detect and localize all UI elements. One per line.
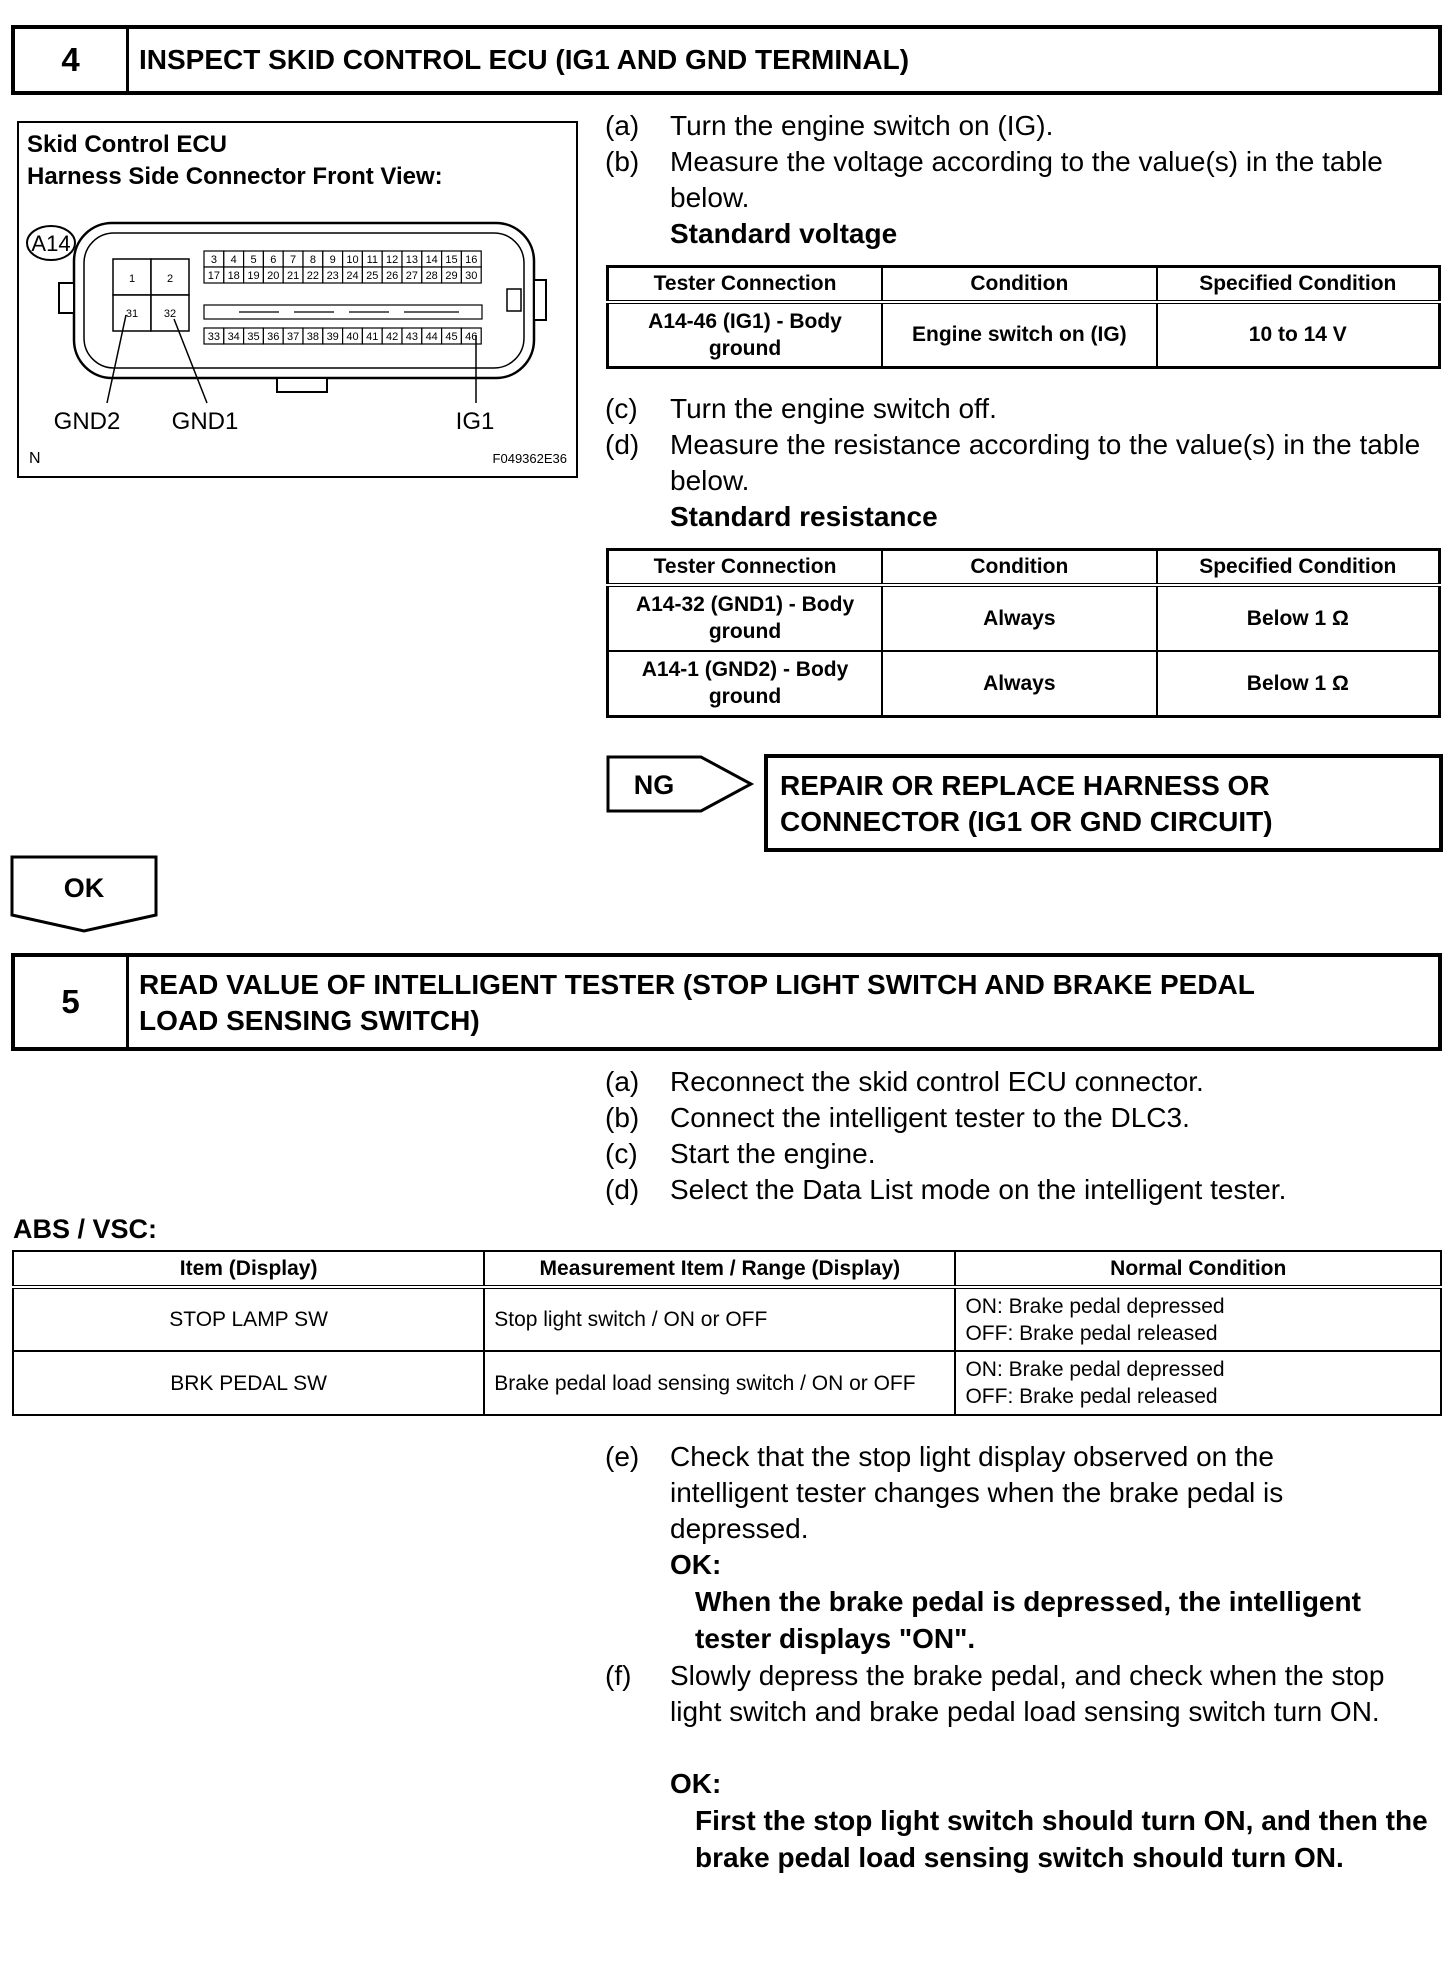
figure-corner-n: N [29,450,41,467]
table-row [13,1287,1441,1351]
table-cell: Brake pedal load sensing switch / ON or OFF [484,1351,955,1415]
step-text: Turn the engine switch on (IG). [670,110,1054,141]
step-letter: (a) [605,1066,640,1097]
normal-on: ON: Brake pedal depressed [965,1294,1225,1318]
table-cell: Always [882,585,1157,651]
step4-number: 4 [15,29,129,91]
pin-6: 6 [270,254,277,266]
normal-off: OFF: Brake pedal released [965,1321,1218,1345]
table-cell: Below 1 Ω [1157,585,1440,651]
figure-code: F049362E36 [492,451,567,466]
pin-19: 19 [247,270,260,282]
step5-e [605,1439,1445,1559]
table-cell [955,1351,1441,1415]
pin-33: 33 [207,331,221,343]
table-cell: A14-32 (GND1) - Body ground [608,585,883,651]
pin-15: 15 [445,254,458,266]
pin-11: 11 [366,254,379,266]
pin-27: 27 [405,270,419,282]
pin-30: 30 [465,270,478,282]
figure-subtitle: Harness Side Connector Front View: [27,163,443,190]
col-header: Item (Display) [13,1251,484,1287]
table-cell: Engine switch on (IG) [882,302,1157,368]
label-ig1: IG1 [455,408,495,435]
ng-arrow [606,755,756,815]
table-cell: STOP LAMP SW [13,1287,484,1351]
pin-31: 31 [125,308,139,320]
connector-drawing [19,123,576,476]
pin-39: 39 [326,331,339,343]
resistance-heading: Standard resistance [670,501,938,532]
pin-28: 28 [425,270,438,282]
table-cell: Below 1 Ω [1157,651,1440,717]
table-row [608,585,1440,651]
figure-title: Skid Control ECU [27,131,228,158]
pin-5: 5 [250,254,257,266]
pin-2: 2 [166,273,174,285]
label-gnd1: GND1 [171,408,239,435]
pin-32: 32 [163,308,177,320]
step5-title-line2: LOAD SENSING SWITCH) [139,1005,480,1036]
step4-title: INSPECT SKID CONTROL ECU (IG1 AND GND TERMINAL) [139,44,910,75]
step4-d [605,427,1445,499]
pin-10: 10 [346,254,359,266]
pin-17: 17 [207,270,221,282]
step5-f-ok: OK: [670,1768,722,1799]
step-text: Slowly depress the brake pedal, and check when the stop light switch and brake pedal load sensing switch turn ON. [670,1660,1385,1727]
table-row [608,651,1440,717]
step4-b [605,144,1445,216]
pin-44: 44 [425,331,438,343]
label-gnd2: GND2 [53,408,121,435]
col-header: Specified Condition [1157,550,1440,585]
step-text: Check that the stop light display observed on the intelligent tester changes when the brake pedal is depressed. [670,1441,1284,1544]
step-text: Select the Data List mode on the intelligent tester. [670,1174,1287,1205]
table-cell: Stop light switch / ON or OFF [484,1287,955,1351]
step-text: Measure the voltage according to the value(s) in the table below. [670,146,1383,213]
abs-vsc-heading: ABS / VSC: [13,1214,158,1244]
table-cell: A14-46 (IG1) - Body ground [608,302,883,368]
col-header: Condition [882,267,1157,302]
connector-figure [17,121,578,478]
col-header: Tester Connection [608,267,883,302]
step5-f [605,1658,1445,1768]
normal-off: OFF: Brake pedal released [965,1385,1218,1408]
step-letter: (e) [605,1441,640,1472]
table-cell: BRK PEDAL SW [13,1351,484,1415]
step5-e-ok: OK: [670,1549,722,1580]
pin-12: 12 [385,254,399,266]
col-header: Normal Condition [955,1251,1441,1287]
ng-action-box [764,754,1443,852]
connector-id-label: A14 [31,231,71,256]
pin-23: 23 [326,270,339,282]
pin-37: 37 [286,331,300,343]
ok-label: OK [63,873,105,903]
step5-number: 5 [15,957,129,1047]
ng-action-line1: REPAIR OR REPLACE HARNESS OR [780,770,1270,801]
col-header: Measurement Item / Range (Display) [484,1251,955,1287]
step4-header [11,25,1442,95]
pin-9: 9 [329,254,336,266]
step-letter: (b) [605,146,640,177]
pin-45: 45 [445,331,458,343]
pin-7: 7 [290,254,297,266]
step-text: Reconnect the skid control ECU connector. [670,1066,1204,1097]
pin-26: 26 [385,270,399,282]
pin-29: 29 [445,270,458,282]
voltage-table [606,265,1441,369]
pin-21: 21 [286,270,300,282]
table-cell: A14-1 (GND2) - Body ground [608,651,883,717]
voltage-heading: Standard voltage [670,218,898,249]
step-text: Turn the engine switch off. [670,393,997,424]
pin-8: 8 [309,254,316,266]
pin-36: 36 [267,331,280,343]
step5-title-line1: READ VALUE OF INTELLIGENT TESTER (STOP LIGHT SWITCH AND BRAKE PEDAL [139,969,1255,1000]
table-cell [955,1287,1441,1351]
step-text: Connect the intelligent tester to the DLC3. [670,1102,1190,1133]
step5-header [11,953,1442,1051]
pin-3: 3 [210,254,217,266]
step-text: Measure the resistance according to the value(s) in the table below. [670,429,1421,496]
normal-on: ON: Brake pedal depressed [965,1358,1225,1381]
ng-label: NG [633,770,675,800]
col-header: Tester Connection [608,550,883,585]
pin-18: 18 [227,270,240,282]
pin-42: 42 [385,331,399,343]
pin-22: 22 [306,270,320,282]
pin-1: 1 [128,273,136,285]
col-header: Specified Condition [1157,267,1440,302]
resistance-table [606,548,1441,718]
step-letter: (d) [605,429,640,460]
ok-arrow [10,855,160,933]
pin-34: 34 [227,331,240,343]
step-letter: (a) [605,110,640,141]
col-header: Condition [882,550,1157,585]
step-letter: (c) [605,1138,638,1169]
ng-action-line2: CONNECTOR (IG1 OR GND CIRCUIT) [780,806,1273,837]
pin-4: 4 [230,254,237,266]
step-letter: (b) [605,1102,640,1133]
step5-e-result: When the brake pedal is depressed, the intelligent tester displays "ON". [695,1586,1361,1654]
pin-20: 20 [267,270,280,282]
step-letter: (f) [605,1660,632,1691]
table-row [608,302,1440,368]
pin-16: 16 [465,254,478,266]
pin-24: 24 [346,270,359,282]
pin-14: 14 [425,254,438,266]
pin-40: 40 [346,331,359,343]
pin-38: 38 [306,331,320,343]
pin-25: 25 [366,270,379,282]
step5-f-result: First the stop light switch should turn ON, and then the brake pedal load sensing switch should turn ON. [695,1805,1428,1873]
step-text: Start the engine. [670,1138,876,1169]
step-letter: (d) [605,1174,640,1205]
table-cell: 10 to 14 V [1157,302,1440,368]
table-cell: Always [882,651,1157,717]
pin-41: 41 [366,331,379,343]
table-row [13,1351,1441,1415]
pin-35: 35 [247,331,260,343]
pin-46: 46 [465,331,478,343]
pin-13: 13 [405,254,419,266]
step-letter: (c) [605,393,638,424]
pin-43: 43 [405,331,419,343]
data-list-table [12,1250,1442,1416]
